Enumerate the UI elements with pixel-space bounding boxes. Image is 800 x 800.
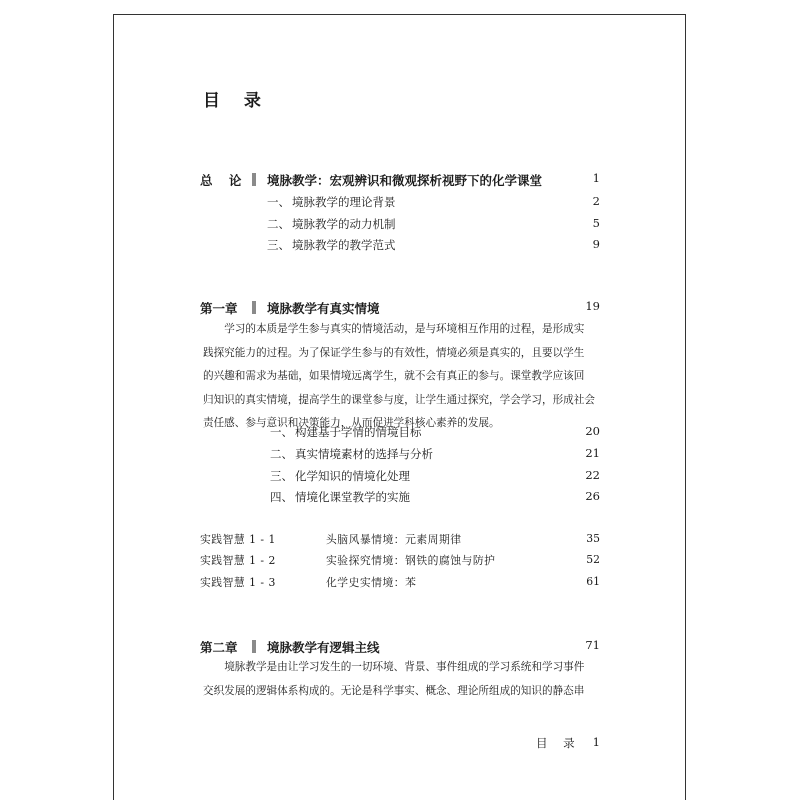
toc-entry[interactable] bbox=[200, 468, 600, 484]
practice-title: 头脑风暴情境：元素周期律 bbox=[326, 533, 462, 546]
section-number: 三、 bbox=[270, 469, 293, 483]
page-number: 71 bbox=[585, 638, 600, 652]
section-title: 境脉教学的教学范式 bbox=[292, 238, 396, 252]
section-title: 构建基于学情的情境目标 bbox=[295, 425, 422, 439]
page-number: 2 bbox=[592, 194, 600, 208]
intro-line: 境脉教学是由让学习发生的一切环境、背景、事件组成的学习系统和学习事件 bbox=[224, 661, 585, 673]
section-title: 化学知识的情境化处理 bbox=[295, 469, 410, 483]
page-number: 22 bbox=[585, 468, 600, 482]
chapter-intro bbox=[203, 318, 597, 436]
chapter-title: 境脉教学：宏观辨识和微观探析视野下的化学课堂 bbox=[267, 173, 543, 188]
section-title: 境脉教学的动力机制 bbox=[292, 217, 396, 231]
divider-bar-icon bbox=[252, 640, 256, 653]
chapter-title: 境脉教学有真实情境 bbox=[267, 301, 380, 316]
chapter-intro bbox=[203, 656, 597, 703]
practice-entry[interactable] bbox=[200, 575, 600, 591]
section-title: 情境化课堂教学的实施 bbox=[295, 490, 410, 504]
page-number: 26 bbox=[585, 489, 600, 503]
divider-bar-icon bbox=[252, 301, 256, 314]
chapter-label: 总 论 bbox=[200, 173, 248, 188]
practice-title: 化学史实情境：苯 bbox=[326, 576, 417, 589]
page-number: 1 bbox=[592, 171, 600, 185]
intro-line: 归知识的真实情境，提高学生的课堂参与度，让学生通过探究，学会学习，形成社会 bbox=[203, 393, 595, 406]
section-number: 二、 bbox=[270, 447, 293, 461]
toc-entry-chapter-1[interactable] bbox=[200, 299, 600, 317]
toc-entry[interactable] bbox=[200, 237, 600, 253]
toc-entry[interactable] bbox=[200, 489, 600, 505]
toc-entry[interactable] bbox=[200, 216, 600, 232]
footer-title: 目 录 bbox=[536, 736, 581, 750]
toc-title: 目 录 bbox=[203, 91, 270, 111]
toc-entry[interactable] bbox=[200, 446, 600, 462]
intro-line: 的兴趣和需求为基础，如果情境远离学生，就不会有真正的参与。课堂教学应该回 bbox=[203, 370, 585, 382]
chapter-title: 境脉教学有逻辑主线 bbox=[267, 640, 380, 655]
section-number: 三、 bbox=[267, 238, 290, 252]
footer-page-number: 1 bbox=[592, 735, 600, 749]
page-number: 9 bbox=[592, 237, 600, 251]
page-number: 5 bbox=[592, 216, 600, 230]
page-number: 20 bbox=[585, 424, 600, 438]
page-number: 52 bbox=[586, 553, 600, 566]
section-number: 一、 bbox=[270, 425, 293, 439]
practice-entry[interactable] bbox=[200, 553, 600, 569]
toc-entry-chapter-2[interactable] bbox=[200, 638, 600, 656]
intro-line: 学习的本质是学生参与真实的情境活动，是与环境相互作用的过程，是形成实 bbox=[224, 323, 585, 335]
section-title: 境脉教学的理论背景 bbox=[292, 195, 396, 209]
divider-bar-icon bbox=[252, 173, 256, 186]
toc-entry-general[interactable] bbox=[200, 171, 600, 189]
practice-title: 实验探究情境：钢铁的腐蚀与防护 bbox=[326, 554, 496, 567]
page-number: 35 bbox=[586, 532, 600, 545]
chapter-label: 第一章 bbox=[200, 301, 238, 316]
intro-line: 交织发展的逻辑体系构成的。无论是科学事实、概念、理论所组成的知识的静态串 bbox=[203, 684, 585, 697]
toc-entry[interactable] bbox=[200, 424, 600, 440]
page-number: 21 bbox=[585, 446, 600, 460]
chapter-label: 第二章 bbox=[200, 640, 238, 655]
intro-line: 践探究能力的过程。为了保证学生参与的有效性，情境必须是真实的，且要以学生 bbox=[203, 346, 585, 359]
practice-label: 实践智慧 1 - 3 bbox=[200, 576, 276, 589]
intro-line: 责任感、参与意识和决策能力，从而促进学科核心素养的发展。 bbox=[203, 417, 500, 429]
section-title: 真实情境素材的选择与分析 bbox=[295, 447, 433, 461]
section-number: 四、 bbox=[270, 490, 293, 504]
practice-label: 实践智慧 1 - 1 bbox=[200, 533, 276, 546]
toc-entry[interactable] bbox=[200, 194, 600, 210]
page-number: 61 bbox=[586, 575, 600, 588]
practice-entry[interactable] bbox=[200, 532, 600, 548]
practice-label: 实践智慧 1 - 2 bbox=[200, 554, 276, 567]
page-number: 19 bbox=[585, 299, 600, 313]
section-number: 二、 bbox=[267, 217, 290, 231]
section-number: 一、 bbox=[267, 195, 290, 209]
